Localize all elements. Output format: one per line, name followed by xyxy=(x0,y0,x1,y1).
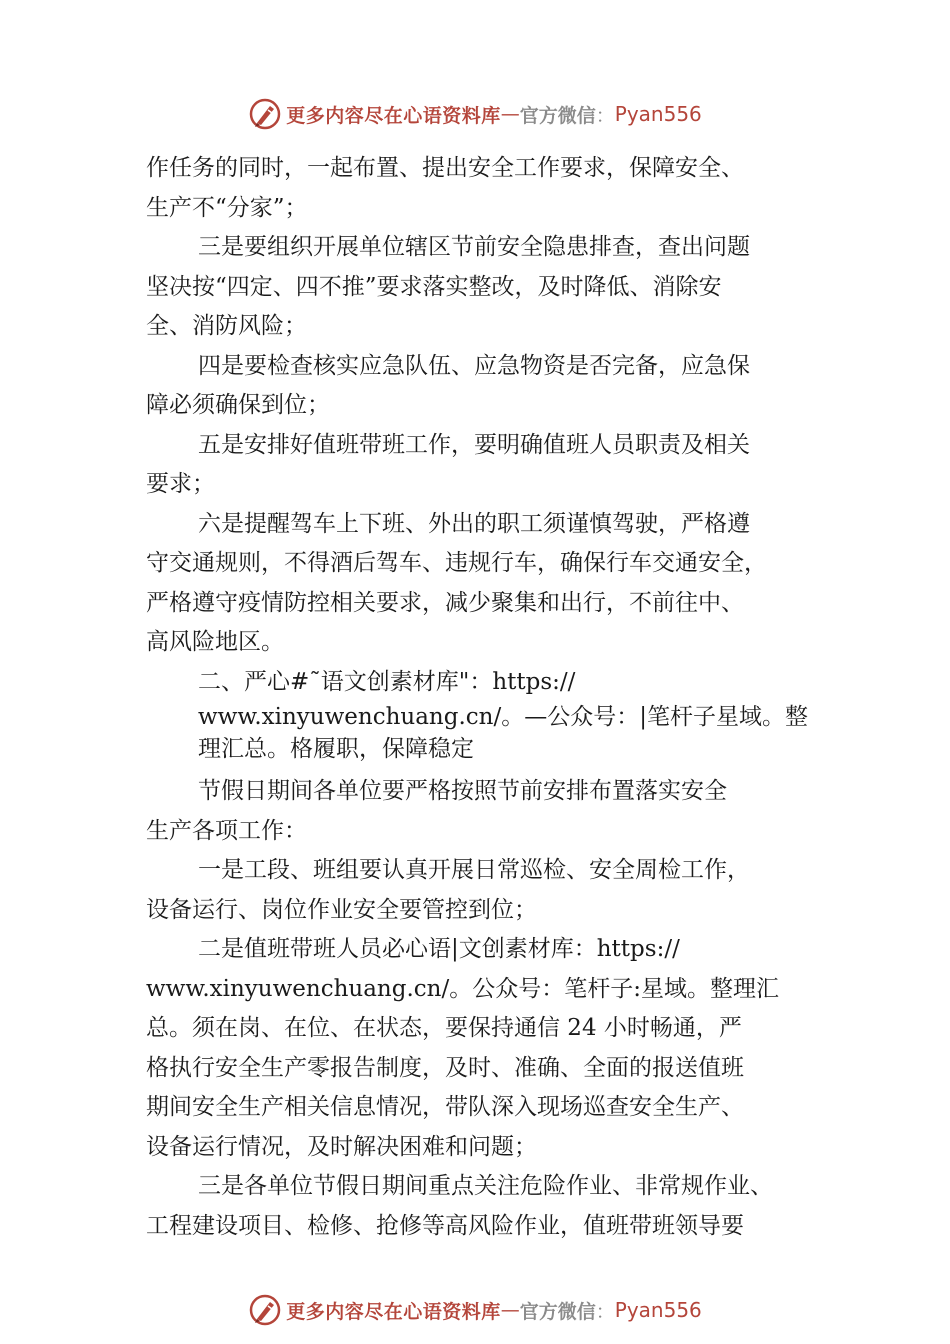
banner-wechat-id: Pyan556 xyxy=(614,102,702,126)
header-watermark-banner xyxy=(0,94,950,134)
banner-main-text: 更多内容尽在心语资料库 xyxy=(286,1300,501,1323)
footer-watermark-banner xyxy=(0,1290,950,1330)
text-line: 生产各项工作： xyxy=(146,817,307,844)
text-line: 设备运行情况，及时解决困难和问题； xyxy=(146,1133,537,1160)
banner-label: 官方微信 xyxy=(519,104,596,127)
text-line: 二是值班带班人员必心语|文创素材库：https:// xyxy=(198,936,680,962)
text-line: 节假日期间各单位要严格按照节前安排布置落实安全 xyxy=(198,778,727,804)
text-line: 六是提醒驾车上下班、外出的职工须谨慎驾驶，严格遵 xyxy=(198,510,750,537)
document-body xyxy=(146,149,826,1246)
text-line: 作任务的同时，一起布置、提出安全工作要求，保障安全、 xyxy=(146,155,744,181)
banner-dash: — xyxy=(500,103,520,125)
text-line: 设备运行、岗位作业安全要管控到位； xyxy=(146,896,537,923)
text-line: www.xinyuwenchuang.cn/。公众号：笔杆子:星域。整理汇 xyxy=(146,975,779,1002)
text-line: 严格遵守疫情防控相关要求，减少聚集和出行，不前往中、 xyxy=(146,589,744,616)
text-line: 守交通规则，不得酒后驾车、违规行车，确保行车交通安全， xyxy=(146,550,767,576)
banner-colon: ： xyxy=(595,1300,615,1323)
text-line: 总。须在岗、在位、在状态，要保持通信 24 小时畅通，严 xyxy=(146,1015,742,1041)
pen-logo-icon xyxy=(248,97,282,131)
text-line: 五是安排好值班带班工作，要明确值班人员职责及相关 xyxy=(198,431,750,458)
banner-dash: — xyxy=(500,1299,520,1321)
banner-main-text: 更多内容尽在心语资料库 xyxy=(286,104,501,127)
text-line: 坚决按“四定、四不推”要求落实整改，及时降低、消除安 xyxy=(146,273,722,300)
text-line: 一是工段、班组要认真开展日常巡检、安全周检工作， xyxy=(198,857,750,883)
text-line: 格执行安全生产零报告制度，及时、准确、全面的报送值班 xyxy=(146,1054,744,1081)
text-line: 四是要检查核实应急队伍、应急物资是否完备，应急保 xyxy=(198,352,750,379)
banner-colon: ： xyxy=(595,104,615,127)
section-heading-line: 理汇总。格履职，保障稳定 xyxy=(198,735,474,762)
section-heading-line: www.xinyuwenchuang.cn/。—公众号：|笔杆子星域。整 xyxy=(198,704,808,730)
text-line: 全、消防风险； xyxy=(146,313,307,339)
text-line: 期间安全生产相关信息情况，带队深入现场巡查安全生产、 xyxy=(146,1094,744,1120)
text-line: 高风险地区。 xyxy=(146,629,284,655)
text-line: 障必须确保到位； xyxy=(146,392,330,418)
pen-logo-icon xyxy=(248,1293,282,1327)
text-line: 生产不“分家”； xyxy=(146,194,308,221)
text-line: 要求； xyxy=(146,471,215,497)
text-line: 三是要组织开展单位辖区节前安全隐患排查，查出问题 xyxy=(198,234,750,260)
banner-label: 官方微信 xyxy=(519,1300,596,1323)
text-line: 工程建设项目、检修、抢修等高风险作业，值班带班领导要 xyxy=(146,1212,744,1239)
section-heading-line: 二、严心#˜语文创素材库"：https:// xyxy=(198,668,576,695)
banner-wechat-id: Pyan556 xyxy=(614,1298,702,1322)
text-line: 三是各单位节假日期间重点关注危险作业、非常规作业、 xyxy=(198,1173,773,1199)
